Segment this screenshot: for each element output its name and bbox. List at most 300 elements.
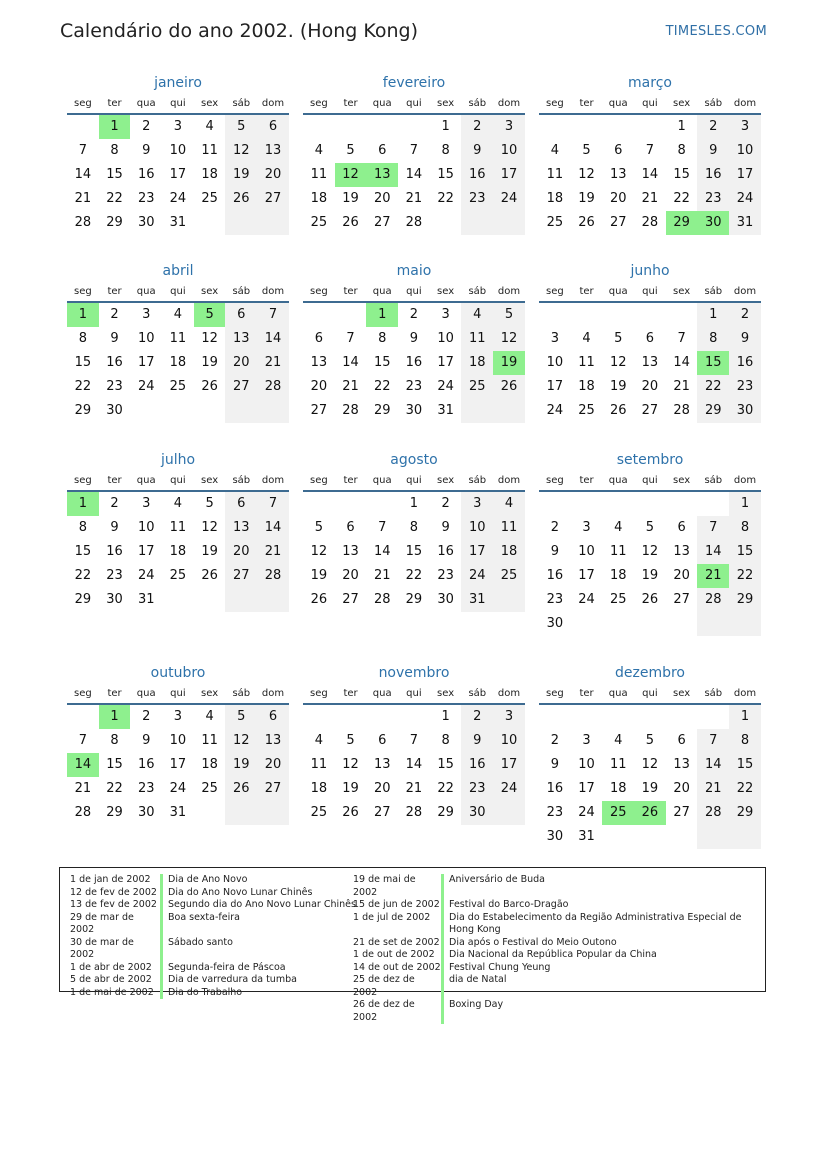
- day-cell[interactable]: 24: [578, 805, 595, 820]
- day-cell[interactable]: 6: [257, 115, 289, 139]
- day-cell[interactable]: 15: [697, 351, 729, 375]
- day-cell[interactable]: 11: [461, 327, 493, 351]
- day-cell[interactable]: 10: [493, 729, 525, 753]
- day-cell[interactable]: 19: [609, 379, 627, 394]
- day-cell[interactable]: 15: [405, 544, 423, 559]
- day-cell[interactable]: 15: [74, 544, 92, 559]
- day-cell[interactable]: 8: [110, 143, 119, 158]
- day-cell[interactable]: 6: [346, 520, 355, 535]
- day-cell[interactable]: 2: [110, 496, 119, 511]
- day-cell[interactable]: 9: [461, 139, 493, 163]
- day-cell[interactable]: 3: [582, 733, 591, 748]
- day-cell[interactable]: 16: [461, 753, 493, 777]
- day-cell[interactable]: 15: [729, 540, 761, 564]
- day-cell[interactable]: 22: [697, 375, 729, 399]
- day-cell[interactable]: 28: [373, 592, 391, 607]
- day-cell[interactable]: 1: [441, 119, 450, 134]
- day-cell[interactable]: 5: [614, 331, 623, 346]
- day-cell[interactable]: 12: [342, 757, 359, 772]
- day-cell[interactable]: 21: [673, 379, 690, 394]
- day-cell[interactable]: 25: [169, 568, 187, 583]
- day-cell[interactable]: 2: [142, 709, 151, 724]
- day-cell[interactable]: 18: [461, 351, 493, 375]
- day-cell[interactable]: 17: [437, 355, 454, 370]
- day-cell[interactable]: 12: [201, 331, 218, 346]
- day-cell[interactable]: 26: [634, 801, 666, 825]
- day-cell[interactable]: 30: [106, 403, 123, 418]
- day-cell[interactable]: 27: [225, 375, 257, 399]
- day-cell[interactable]: 15: [373, 355, 391, 370]
- day-cell[interactable]: 17: [729, 163, 761, 187]
- day-cell[interactable]: 11: [546, 167, 564, 182]
- day-cell[interactable]: 9: [110, 520, 119, 535]
- day-cell[interactable]: 25: [609, 592, 627, 607]
- day-cell[interactable]: 4: [582, 331, 591, 346]
- day-cell[interactable]: 10: [578, 757, 595, 772]
- day-cell[interactable]: 13: [641, 355, 659, 370]
- day-cell[interactable]: 22: [74, 379, 92, 394]
- day-cell[interactable]: 4: [205, 119, 214, 134]
- day-cell[interactable]: 19: [201, 355, 218, 370]
- day-cell[interactable]: 9: [729, 327, 761, 351]
- day-cell[interactable]: 24: [169, 781, 187, 796]
- day-cell[interactable]: 8: [697, 327, 729, 351]
- day-cell[interactable]: 7: [697, 516, 729, 540]
- day-cell[interactable]: 9: [142, 143, 151, 158]
- day-cell[interactable]: 12: [335, 163, 367, 187]
- day-cell[interactable]: 2: [729, 303, 761, 327]
- day-cell[interactable]: 24: [729, 187, 761, 211]
- day-cell[interactable]: 16: [729, 351, 761, 375]
- day-cell[interactable]: 15: [673, 167, 690, 182]
- day-cell[interactable]: 13: [225, 516, 257, 540]
- day-cell[interactable]: 9: [142, 733, 151, 748]
- day-cell[interactable]: 18: [310, 781, 328, 796]
- day-cell[interactable]: 12: [641, 757, 659, 772]
- day-cell[interactable]: 11: [169, 331, 187, 346]
- day-cell[interactable]: 26: [201, 379, 218, 394]
- day-cell[interactable]: 20: [310, 379, 328, 394]
- day-cell[interactable]: 6: [225, 492, 257, 516]
- day-cell[interactable]: 26: [225, 777, 257, 801]
- day-cell[interactable]: 4: [173, 307, 183, 322]
- day-cell[interactable]: 3: [550, 331, 559, 346]
- day-cell[interactable]: 15: [106, 757, 123, 772]
- day-cell[interactable]: 1: [366, 303, 398, 327]
- day-cell[interactable]: 3: [461, 492, 493, 516]
- day-cell[interactable]: 11: [493, 516, 525, 540]
- day-cell[interactable]: 30: [546, 829, 564, 844]
- day-cell[interactable]: 1: [677, 119, 686, 134]
- day-cell[interactable]: 27: [373, 805, 391, 820]
- day-cell[interactable]: 1: [441, 709, 450, 724]
- day-cell[interactable]: 25: [546, 215, 564, 230]
- day-cell[interactable]: 21: [697, 564, 729, 588]
- day-cell[interactable]: 12: [201, 520, 218, 535]
- day-cell[interactable]: 20: [342, 568, 359, 583]
- day-cell[interactable]: 7: [346, 331, 355, 346]
- day-cell[interactable]: 7: [677, 331, 686, 346]
- day-cell[interactable]: 30: [546, 616, 564, 631]
- day-cell[interactable]: 12: [310, 544, 328, 559]
- day-cell[interactable]: 13: [609, 167, 627, 182]
- day-cell[interactable]: 16: [137, 167, 155, 182]
- day-cell[interactable]: 30: [461, 801, 493, 825]
- day-cell[interactable]: 13: [257, 139, 289, 163]
- day-cell[interactable]: 11: [310, 757, 328, 772]
- day-cell[interactable]: 14: [405, 757, 423, 772]
- day-cell[interactable]: 2: [110, 307, 119, 322]
- day-cell[interactable]: 8: [677, 143, 686, 158]
- day-cell[interactable]: 23: [461, 187, 493, 211]
- day-cell[interactable]: 24: [461, 564, 493, 588]
- day-cell[interactable]: 11: [201, 143, 218, 158]
- day-cell[interactable]: 8: [110, 733, 119, 748]
- day-cell[interactable]: 16: [546, 568, 564, 583]
- day-cell[interactable]: 14: [697, 540, 729, 564]
- day-cell[interactable]: 5: [346, 143, 355, 158]
- day-cell[interactable]: 10: [493, 139, 525, 163]
- day-cell[interactable]: 30: [729, 399, 761, 423]
- day-cell[interactable]: 11: [578, 355, 595, 370]
- day-cell[interactable]: 19: [493, 351, 525, 375]
- day-cell[interactable]: 9: [441, 520, 450, 535]
- day-cell[interactable]: 31: [169, 805, 187, 820]
- day-cell[interactable]: 23: [137, 781, 155, 796]
- day-cell[interactable]: 14: [673, 355, 690, 370]
- day-cell[interactable]: 26: [201, 568, 218, 583]
- day-cell[interactable]: 6: [314, 331, 323, 346]
- day-cell[interactable]: 21: [257, 351, 289, 375]
- day-cell[interactable]: 10: [461, 516, 493, 540]
- day-cell[interactable]: 11: [201, 733, 218, 748]
- day-cell[interactable]: 25: [201, 191, 218, 206]
- day-cell[interactable]: 17: [493, 753, 525, 777]
- day-cell[interactable]: 3: [582, 520, 591, 535]
- day-cell[interactable]: 3: [493, 115, 525, 139]
- day-cell[interactable]: 8: [78, 520, 87, 535]
- day-cell[interactable]: 31: [137, 592, 155, 607]
- day-cell[interactable]: 31: [169, 215, 187, 230]
- day-cell[interactable]: 18: [609, 568, 627, 583]
- day-cell[interactable]: 10: [137, 331, 155, 346]
- day-cell[interactable]: 8: [78, 331, 87, 346]
- day-cell[interactable]: 13: [673, 544, 690, 559]
- day-cell[interactable]: 21: [257, 540, 289, 564]
- day-cell[interactable]: 3: [729, 115, 761, 139]
- day-cell[interactable]: 3: [142, 307, 151, 322]
- day-cell[interactable]: 12: [225, 729, 257, 753]
- day-cell[interactable]: 20: [641, 379, 659, 394]
- day-cell[interactable]: 14: [697, 753, 729, 777]
- day-cell[interactable]: 4: [173, 496, 183, 511]
- day-cell[interactable]: 30: [437, 592, 454, 607]
- day-cell[interactable]: 29: [106, 215, 123, 230]
- day-cell[interactable]: 29: [729, 588, 761, 612]
- day-cell[interactable]: 9: [550, 544, 559, 559]
- day-cell[interactable]: 7: [78, 733, 87, 748]
- day-cell[interactable]: 2: [142, 119, 151, 134]
- day-cell[interactable]: 3: [441, 307, 450, 322]
- day-cell[interactable]: 5: [645, 733, 655, 748]
- day-cell[interactable]: 8: [378, 331, 387, 346]
- day-cell[interactable]: 21: [697, 777, 729, 801]
- day-cell[interactable]: 27: [257, 777, 289, 801]
- day-cell[interactable]: 29: [106, 805, 123, 820]
- day-cell[interactable]: 20: [673, 568, 690, 583]
- day-cell[interactable]: 19: [641, 781, 659, 796]
- day-cell[interactable]: 20: [225, 351, 257, 375]
- day-cell[interactable]: 28: [697, 801, 729, 825]
- day-cell[interactable]: 26: [609, 403, 627, 418]
- day-cell[interactable]: 24: [137, 379, 155, 394]
- day-cell[interactable]: 24: [493, 187, 525, 211]
- day-cell[interactable]: 14: [67, 753, 99, 777]
- day-cell[interactable]: 6: [677, 733, 686, 748]
- day-cell[interactable]: 19: [641, 568, 659, 583]
- day-cell[interactable]: 18: [609, 781, 627, 796]
- day-cell[interactable]: 12: [641, 544, 659, 559]
- day-cell[interactable]: 14: [342, 355, 359, 370]
- day-cell[interactable]: 3: [493, 705, 525, 729]
- day-cell[interactable]: 19: [342, 191, 359, 206]
- day-cell[interactable]: 10: [169, 733, 187, 748]
- day-cell[interactable]: 29: [697, 399, 729, 423]
- day-cell[interactable]: 2: [550, 733, 559, 748]
- day-cell[interactable]: 24: [578, 592, 595, 607]
- day-cell[interactable]: 4: [205, 709, 214, 724]
- day-cell[interactable]: 22: [74, 568, 92, 583]
- day-cell[interactable]: 6: [225, 303, 257, 327]
- day-cell[interactable]: 28: [74, 215, 92, 230]
- day-cell[interactable]: 10: [437, 331, 454, 346]
- day-cell[interactable]: 17: [546, 379, 564, 394]
- day-cell[interactable]: 18: [201, 167, 218, 182]
- day-cell[interactable]: 11: [310, 167, 328, 182]
- day-cell[interactable]: 2: [409, 307, 419, 322]
- day-cell[interactable]: 22: [106, 781, 123, 796]
- day-cell[interactable]: 1: [99, 115, 131, 139]
- day-cell[interactable]: 26: [578, 215, 595, 230]
- day-cell[interactable]: 18: [578, 379, 595, 394]
- day-cell[interactable]: 29: [74, 403, 92, 418]
- day-cell[interactable]: 28: [641, 215, 659, 230]
- day-cell[interactable]: 14: [257, 327, 289, 351]
- day-cell[interactable]: 27: [342, 592, 359, 607]
- day-cell[interactable]: 16: [697, 163, 729, 187]
- day-cell[interactable]: 19: [225, 753, 257, 777]
- day-cell[interactable]: 5: [645, 520, 655, 535]
- day-cell[interactable]: 25: [602, 801, 634, 825]
- day-cell[interactable]: 31: [437, 403, 454, 418]
- day-cell[interactable]: 2: [697, 115, 729, 139]
- day-cell[interactable]: 28: [405, 215, 423, 230]
- day-cell[interactable]: 23: [405, 379, 423, 394]
- day-cell[interactable]: 21: [405, 191, 423, 206]
- day-cell[interactable]: 14: [373, 544, 391, 559]
- day-cell[interactable]: 10: [578, 544, 595, 559]
- day-cell[interactable]: 16: [137, 757, 155, 772]
- day-cell[interactable]: 17: [137, 355, 155, 370]
- day-cell[interactable]: 23: [729, 375, 761, 399]
- day-cell[interactable]: 22: [437, 191, 454, 206]
- day-cell[interactable]: 9: [550, 757, 559, 772]
- day-cell[interactable]: 25: [310, 805, 328, 820]
- day-cell[interactable]: 28: [257, 375, 289, 399]
- day-cell[interactable]: 7: [257, 492, 289, 516]
- day-cell[interactable]: 11: [609, 757, 627, 772]
- day-cell[interactable]: 27: [609, 215, 627, 230]
- day-cell[interactable]: 2: [461, 705, 493, 729]
- day-cell[interactable]: 7: [697, 729, 729, 753]
- day-cell[interactable]: 24: [437, 379, 454, 394]
- day-cell[interactable]: 6: [645, 331, 655, 346]
- day-cell[interactable]: 9: [461, 729, 493, 753]
- day-cell[interactable]: 21: [641, 191, 659, 206]
- day-cell[interactable]: 26: [641, 592, 659, 607]
- day-cell[interactable]: 15: [437, 167, 454, 182]
- day-cell[interactable]: 4: [314, 143, 323, 158]
- day-cell[interactable]: 21: [373, 568, 391, 583]
- day-cell[interactable]: 20: [673, 781, 690, 796]
- day-cell[interactable]: 27: [673, 592, 690, 607]
- day-cell[interactable]: 22: [729, 777, 761, 801]
- day-cell[interactable]: 7: [409, 143, 419, 158]
- day-cell[interactable]: 8: [441, 733, 450, 748]
- day-cell[interactable]: 25: [310, 215, 328, 230]
- day-cell[interactable]: 8: [729, 729, 761, 753]
- day-cell[interactable]: 28: [342, 403, 359, 418]
- day-cell[interactable]: 17: [169, 757, 187, 772]
- day-cell[interactable]: 14: [74, 167, 92, 182]
- day-cell[interactable]: 30: [137, 215, 155, 230]
- day-cell[interactable]: 31: [461, 588, 493, 612]
- day-cell[interactable]: 2: [461, 115, 493, 139]
- day-cell[interactable]: 24: [546, 403, 564, 418]
- day-cell[interactable]: 25: [493, 564, 525, 588]
- day-cell[interactable]: 3: [142, 496, 151, 511]
- day-cell[interactable]: 16: [437, 544, 454, 559]
- day-cell[interactable]: 1: [67, 492, 99, 516]
- day-cell[interactable]: 22: [673, 191, 690, 206]
- day-cell[interactable]: 15: [437, 757, 454, 772]
- day-cell[interactable]: 12: [578, 167, 595, 182]
- day-cell[interactable]: 14: [405, 167, 423, 182]
- day-cell[interactable]: 4: [314, 733, 323, 748]
- day-cell[interactable]: 12: [493, 327, 525, 351]
- day-cell[interactable]: 10: [169, 143, 187, 158]
- day-cell[interactable]: 6: [378, 733, 387, 748]
- day-cell[interactable]: 22: [729, 564, 761, 588]
- day-cell[interactable]: 4: [550, 143, 559, 158]
- day-cell[interactable]: 4: [461, 303, 493, 327]
- day-cell[interactable]: 26: [225, 187, 257, 211]
- day-cell[interactable]: 1: [729, 492, 761, 516]
- day-cell[interactable]: 20: [609, 191, 627, 206]
- day-cell[interactable]: 1: [409, 496, 419, 511]
- day-cell[interactable]: 26: [310, 592, 328, 607]
- day-cell[interactable]: 23: [437, 568, 454, 583]
- day-cell[interactable]: 25: [461, 375, 493, 399]
- day-cell[interactable]: 19: [310, 568, 328, 583]
- day-cell[interactable]: 5: [194, 303, 226, 327]
- day-cell[interactable]: 27: [673, 805, 690, 820]
- day-cell[interactable]: 26: [342, 805, 359, 820]
- day-cell[interactable]: 18: [169, 355, 187, 370]
- day-cell[interactable]: 17: [137, 544, 155, 559]
- day-cell[interactable]: 27: [257, 187, 289, 211]
- day-cell[interactable]: 26: [342, 215, 359, 230]
- day-cell[interactable]: 23: [461, 777, 493, 801]
- day-cell[interactable]: 19: [225, 163, 257, 187]
- day-cell[interactable]: 27: [373, 215, 391, 230]
- day-cell[interactable]: 17: [461, 540, 493, 564]
- day-cell[interactable]: 18: [169, 544, 187, 559]
- day-cell[interactable]: 3: [173, 709, 183, 724]
- day-cell[interactable]: 24: [493, 777, 525, 801]
- day-cell[interactable]: 29: [666, 211, 698, 235]
- day-cell[interactable]: 8: [409, 520, 419, 535]
- day-cell[interactable]: 20: [373, 191, 391, 206]
- day-cell[interactable]: 5: [225, 705, 257, 729]
- day-cell[interactable]: 31: [578, 829, 595, 844]
- day-cell[interactable]: 14: [257, 516, 289, 540]
- day-cell[interactable]: 19: [201, 544, 218, 559]
- day-cell[interactable]: 11: [169, 520, 187, 535]
- day-cell[interactable]: 24: [137, 568, 155, 583]
- day-cell[interactable]: 30: [106, 592, 123, 607]
- day-cell[interactable]: 8: [729, 516, 761, 540]
- day-cell[interactable]: 21: [342, 379, 359, 394]
- day-cell[interactable]: 20: [257, 163, 289, 187]
- day-cell[interactable]: 25: [169, 379, 187, 394]
- brand-logo-text[interactable]: TIMESLES.COM: [665, 24, 767, 39]
- day-cell[interactable]: 7: [645, 143, 655, 158]
- day-cell[interactable]: 30: [697, 211, 729, 235]
- day-cell[interactable]: 20: [257, 753, 289, 777]
- day-cell[interactable]: 5: [225, 115, 257, 139]
- day-cell[interactable]: 29: [437, 805, 454, 820]
- day-cell[interactable]: 16: [405, 355, 423, 370]
- day-cell[interactable]: 31: [729, 211, 761, 235]
- day-cell[interactable]: 2: [550, 520, 559, 535]
- day-cell[interactable]: 10: [729, 139, 761, 163]
- day-cell[interactable]: 28: [405, 805, 423, 820]
- day-cell[interactable]: 24: [169, 191, 187, 206]
- day-cell[interactable]: 22: [373, 379, 391, 394]
- day-cell[interactable]: 18: [546, 191, 564, 206]
- day-cell[interactable]: 9: [697, 139, 729, 163]
- day-cell[interactable]: 21: [405, 781, 423, 796]
- day-cell[interactable]: 23: [546, 592, 564, 607]
- day-cell[interactable]: 29: [74, 592, 92, 607]
- day-cell[interactable]: 23: [697, 187, 729, 211]
- day-cell[interactable]: 28: [673, 403, 690, 418]
- day-cell[interactable]: 21: [74, 191, 92, 206]
- day-cell[interactable]: 19: [342, 781, 359, 796]
- day-cell[interactable]: 6: [614, 143, 623, 158]
- day-cell[interactable]: 5: [346, 733, 355, 748]
- day-cell[interactable]: 15: [74, 355, 92, 370]
- day-cell[interactable]: 17: [169, 167, 187, 182]
- day-cell[interactable]: 15: [729, 753, 761, 777]
- day-cell[interactable]: 23: [546, 805, 564, 820]
- day-cell[interactable]: 6: [257, 705, 289, 729]
- day-cell[interactable]: 1: [99, 705, 131, 729]
- day-cell[interactable]: 23: [106, 568, 123, 583]
- day-cell[interactable]: 7: [78, 143, 87, 158]
- day-cell[interactable]: 4: [614, 520, 623, 535]
